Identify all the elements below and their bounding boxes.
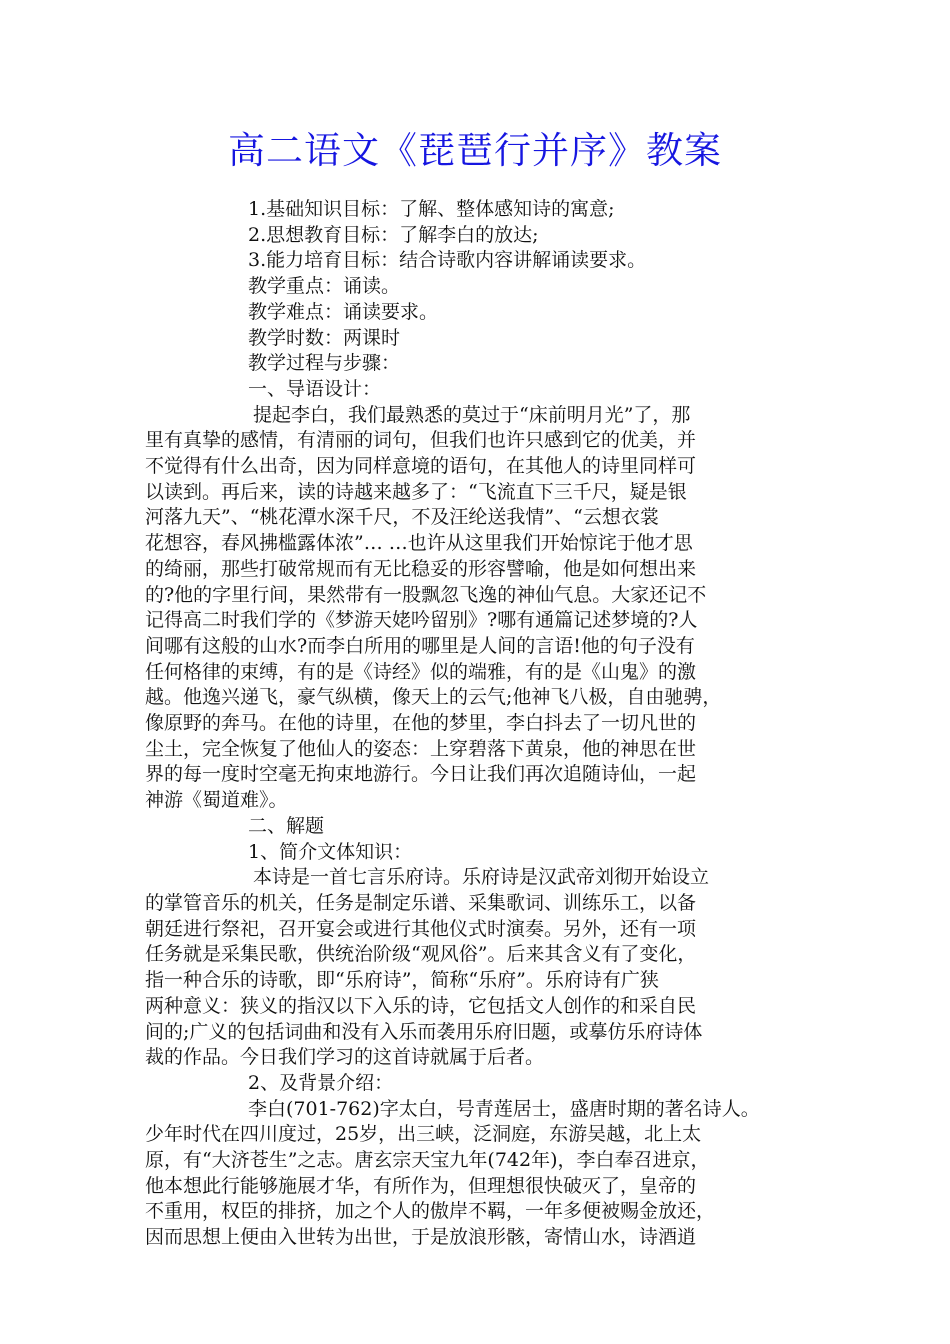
document-title: 高二语文《琵琶行并序》教案 — [228, 129, 722, 172]
paragraph-line: 任何格律的束缚，有的是《诗经》似的端雅，有的是《山鬼》的激 — [145, 660, 697, 683]
paragraph-line: 两种意义：狭义的指汉以下入乐的诗，它包括文人创作的和采自民 — [145, 994, 697, 1017]
paragraph-line: 河落九天”、“桃花潭水深千尺，不及汪纶送我情”、“云想衣裳 — [145, 506, 659, 529]
section-heading: 一、导语设计： — [248, 377, 382, 400]
teaching-hours-line: 教学时数：两课时 — [248, 326, 401, 349]
paragraph-line: 不重用，权臣的排挤，加之个人的傲岸不羁，一年多便被赐金放还， — [145, 1200, 716, 1223]
document-body — [145, 197, 813, 1251]
objective-line: 2.思想教育目标：了解李白的放达; — [248, 223, 539, 246]
subsection-heading: 2、及背景介绍： — [248, 1071, 394, 1094]
subsection-heading: 1、简介文体知识： — [248, 840, 413, 863]
paragraph-line: 的?他的字里行间，果然带有一股飘忽飞逸的神仙气息。大家还记不 — [145, 583, 707, 606]
paragraph-line: 少年时代在四川度过，25岁，出三峡，泛洞庭，东游吴越，北上太 — [145, 1123, 702, 1146]
paragraph-line: 朝廷进行祭祀，召开宴会或进行其他仪式时演奏。另外，还有一项 — [145, 917, 697, 940]
teaching-focus-line: 教学重点：诵读。 — [248, 275, 401, 298]
paragraph-line: 以读到。再后来，读的诗越来越多了：“飞流直下三千尺，疑是银 — [145, 480, 687, 503]
paragraph-line: 不觉得有什么出奇，因为同样意境的语句，在其他人的诗里同样可 — [145, 455, 697, 478]
objective-line: 3.能力培育目标：结合诗歌内容讲解诵读要求。 — [248, 249, 647, 272]
paragraph-line: 像原野的奔马。在他的诗里，在他的梦里，李白抖去了一切凡世的 — [145, 712, 697, 735]
teaching-difficulty-line: 教学难点：诵读要求。 — [248, 300, 439, 323]
paragraph-line: 神游《蜀道难》。 — [145, 789, 288, 812]
paragraph-line: 他本想此行能够施展才华，有所作为，但理想很快破灭了，皇帝的 — [145, 1174, 697, 1197]
paragraph-line: 本诗是一首七言乐府诗。乐府诗是汉武帝刘彻开始设立 — [253, 866, 710, 889]
paragraph-line: 间的;广义的包括词曲和没有入乐而袭用乐府旧题，或摹仿乐府诗体 — [145, 1020, 703, 1043]
objective-line: 1.基础知识目标：了解、整体感知诗的寓意; — [248, 198, 615, 220]
paragraph-line: 界的每一度时空毫无拘束地游行。今日让我们再次追随诗仙，一起 — [145, 763, 697, 786]
paragraph-line: 里有真挚的感情，有清丽的词句，但我们也许只感到它的优美，并 — [145, 429, 697, 452]
paragraph-line: 花想容，春风拂槛露体浓”… …也许从这里我们开始惊诧于他才思 — [145, 532, 693, 555]
paragraph-line: 原，有“大济苍生”之志。唐玄宗天宝九年(742年)，李白奉召进京， — [145, 1149, 710, 1172]
paragraph-line: 的掌管音乐的机关，任务是制定乐谱、采集歌词、训练乐工，以备 — [145, 891, 697, 914]
paragraph-line: 提起李白，我们最熟悉的莫过于“床前明月光”了，那 — [253, 403, 691, 426]
paragraph-line: 越。他逸兴递飞，豪气纵横，像天上的云气;他神飞八极，自由驰骋， — [145, 686, 722, 709]
paragraph-line: 记得高二时我们学的《梦游天姥吟留别》?哪有通篇记述梦境的?人 — [145, 609, 698, 632]
paragraph-line: 的绮丽，那些打破常规而有无比稳妥的形容譬喻，他是如何想出来 — [145, 557, 697, 580]
paragraph-line: 裁的作品。今日我们学习的这首诗就属于后者。 — [145, 1046, 545, 1069]
paragraph-line: 因而思想上便由入世转为出世，于是放浪形骸，寄情山水，诗酒逍 — [145, 1226, 697, 1249]
paragraph-line: 尘土，完全恢复了他仙人的姿态：上穿碧落下黄泉，他的神思在世 — [145, 737, 697, 760]
paragraph-line: 间哪有这般的山水?而李白所用的哪里是人间的言语!他的句子没有 — [145, 634, 695, 657]
paragraph-line: 指一种合乐的诗歌，即“乐府诗”，简称“乐府”。乐府诗有广狭 — [145, 969, 659, 992]
paragraph-line: 任务就是采集民歌，供统治阶级“观风俗”。后来其含义有了变化， — [145, 943, 697, 966]
paragraph-line: 李白(701-762)字太白，号青莲居士，盛唐时期的著名诗人。 — [248, 1097, 760, 1120]
teaching-process-line: 教学过程与步骤： — [248, 352, 401, 375]
section-heading: 二、解题 — [248, 814, 325, 837]
